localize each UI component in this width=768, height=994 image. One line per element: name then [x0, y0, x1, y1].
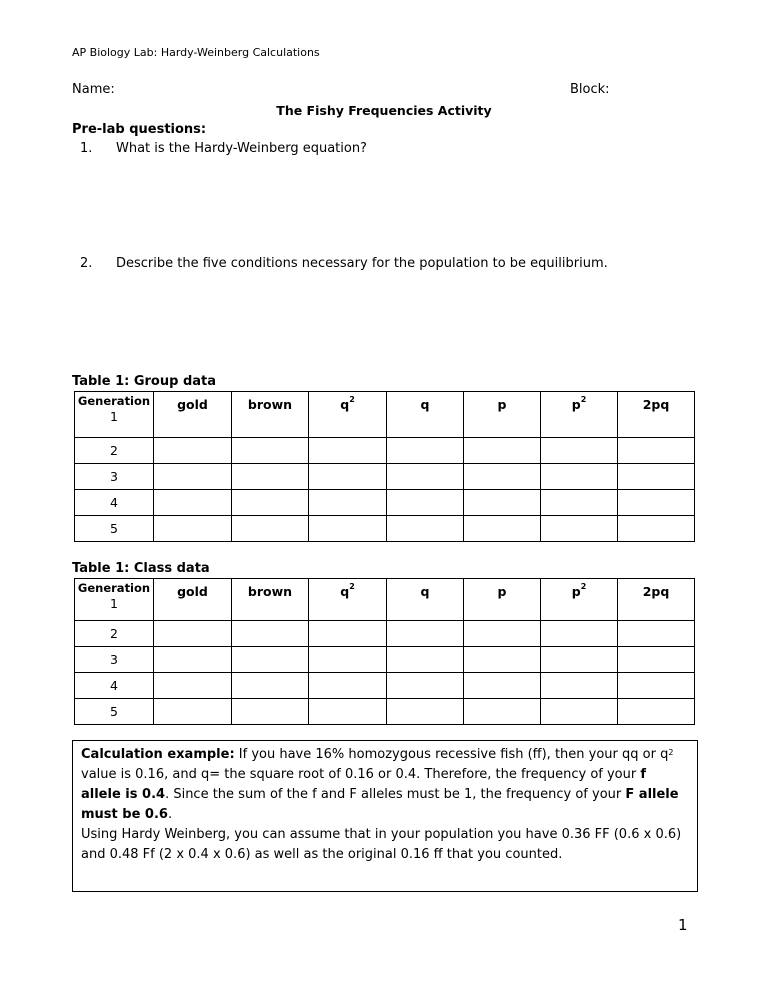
input-cell[interactable]	[154, 621, 232, 647]
input-cell[interactable]	[618, 621, 695, 647]
table-row	[75, 647, 695, 673]
col-q-squared: $q^2$	[309, 579, 387, 621]
input-cell[interactable]	[232, 621, 309, 647]
input-cell[interactable]	[309, 699, 387, 725]
input-cell[interactable]	[154, 699, 232, 725]
name-label: Name:	[72, 82, 115, 97]
group-data-table	[74, 391, 695, 542]
input-cell[interactable]	[464, 490, 541, 516]
col-p-squared: $p^2$	[541, 579, 618, 621]
input-cell[interactable]	[309, 464, 387, 490]
generation-cell: 3	[75, 464, 154, 490]
calculation-example-label: Calculation example:	[81, 747, 235, 762]
page-header: AP Biology Lab: Hardy-Weinberg Calculations	[72, 46, 320, 59]
question-1-text: What is the Hardy-Weinberg equation?	[116, 141, 367, 156]
input-cell[interactable]	[387, 673, 464, 699]
input-cell[interactable]	[387, 464, 464, 490]
generation-cell: 3	[75, 647, 154, 673]
input-cell[interactable]	[618, 673, 695, 699]
input-cell[interactable]	[387, 516, 464, 542]
table-row	[75, 438, 695, 464]
input-cell[interactable]	[464, 647, 541, 673]
input-cell[interactable]	[387, 699, 464, 725]
prelab-heading: Pre-lab questions:	[72, 122, 207, 137]
input-cell[interactable]	[464, 438, 541, 464]
input-cell[interactable]	[309, 490, 387, 516]
table-row	[75, 699, 695, 725]
table-header-row	[75, 579, 695, 621]
hardy-weinberg-note: Using Hardy Weinberg, you can assume that in your population you have 0.36 FF (0.6 x 0.6) and 0.48 Ff (2 x 0.4 x 0.6) as well as the original 0.16 ff that you counted.	[81, 827, 682, 862]
input-cell[interactable]	[541, 647, 618, 673]
input-cell[interactable]	[154, 647, 232, 673]
col-p: p	[464, 392, 541, 438]
calculation-example-paragraph: Calculation example: If you have 16% homozygous recessive fish (ff), then your qq or $q^2$ value is 0.16, and q= the square root of 0.16 or 0.4. Therefore, the frequency of your f allele is 0.4. Since the sum of the f and F alleles must be 1, the frequency of your F allele must be 0.6.	[81, 747, 679, 822]
input-cell[interactable]	[618, 490, 695, 516]
class-data-table	[74, 578, 695, 725]
group-table-caption: Table 1: Group data	[72, 374, 217, 389]
col-brown: brown	[232, 579, 309, 621]
generation-cell: 2	[75, 621, 154, 647]
input-cell[interactable]	[618, 464, 695, 490]
generation-cell: 5	[75, 699, 154, 725]
generation-header	[75, 392, 154, 438]
generation-cell: 5	[75, 516, 154, 542]
input-cell[interactable]	[232, 438, 309, 464]
input-cell[interactable]	[309, 621, 387, 647]
input-cell[interactable]	[618, 516, 695, 542]
col-gold: gold	[154, 392, 232, 438]
input-cell[interactable]	[232, 464, 309, 490]
generation-cell: 4	[75, 673, 154, 699]
table-row	[75, 490, 695, 516]
input-cell[interactable]	[541, 438, 618, 464]
input-cell[interactable]	[232, 647, 309, 673]
generation-number: 1	[110, 596, 118, 611]
input-cell[interactable]	[232, 699, 309, 725]
input-cell[interactable]	[309, 516, 387, 542]
col-p-squared: $p^2$	[541, 392, 618, 438]
input-cell[interactable]	[387, 490, 464, 516]
input-cell[interactable]	[464, 516, 541, 542]
generation-cell: 2	[75, 438, 154, 464]
input-cell[interactable]	[309, 673, 387, 699]
question-2-text: Describe the five conditions necessary for the population to be equilibrium.	[116, 256, 608, 271]
col-q: q	[387, 579, 464, 621]
input-cell[interactable]	[387, 621, 464, 647]
col-q-squared: $q^2$	[309, 392, 387, 438]
input-cell[interactable]	[541, 673, 618, 699]
input-cell[interactable]	[464, 621, 541, 647]
activity-title: The Fishy Frequencies Activity	[276, 103, 492, 118]
col-q: q	[387, 392, 464, 438]
input-cell[interactable]	[464, 673, 541, 699]
input-cell[interactable]	[154, 464, 232, 490]
table-header-row	[75, 392, 695, 438]
question-1	[80, 141, 367, 156]
generation-label: Generation	[77, 581, 151, 595]
input-cell[interactable]	[309, 647, 387, 673]
block-label: Block:	[570, 82, 610, 97]
question-2	[80, 256, 608, 271]
page-number: 1	[678, 916, 688, 934]
input-cell[interactable]	[618, 699, 695, 725]
generation-cell: 4	[75, 490, 154, 516]
col-p: p	[464, 579, 541, 621]
generation-number: 1	[110, 409, 118, 424]
input-cell[interactable]	[541, 621, 618, 647]
table-row	[75, 673, 695, 699]
input-cell[interactable]	[464, 699, 541, 725]
input-cell[interactable]	[618, 647, 695, 673]
generation-label: Generation	[77, 394, 151, 408]
input-cell[interactable]	[232, 516, 309, 542]
input-cell[interactable]	[541, 464, 618, 490]
calculation-example-box	[72, 740, 698, 892]
input-cell[interactable]	[309, 438, 387, 464]
col-2pq: 2pq	[618, 392, 695, 438]
input-cell[interactable]	[541, 490, 618, 516]
table-row	[75, 516, 695, 542]
input-cell[interactable]	[541, 516, 618, 542]
table-row	[75, 464, 695, 490]
input-cell[interactable]	[232, 490, 309, 516]
input-cell[interactable]	[541, 699, 618, 725]
col-2pq: 2pq	[618, 579, 695, 621]
input-cell[interactable]	[154, 516, 232, 542]
col-gold: gold	[154, 579, 232, 621]
input-cell[interactable]	[387, 647, 464, 673]
class-table-caption: Table 1: Class data	[72, 561, 210, 576]
question-1-number: 1.	[80, 141, 93, 156]
input-cell[interactable]	[154, 438, 232, 464]
input-cell[interactable]	[154, 673, 232, 699]
input-cell[interactable]	[618, 438, 695, 464]
input-cell[interactable]	[464, 464, 541, 490]
col-brown: brown	[232, 392, 309, 438]
input-cell[interactable]	[232, 673, 309, 699]
input-cell[interactable]	[387, 438, 464, 464]
input-cell[interactable]	[154, 490, 232, 516]
question-2-number: 2.	[80, 256, 93, 271]
generation-header	[75, 579, 154, 621]
table-row	[75, 621, 695, 647]
